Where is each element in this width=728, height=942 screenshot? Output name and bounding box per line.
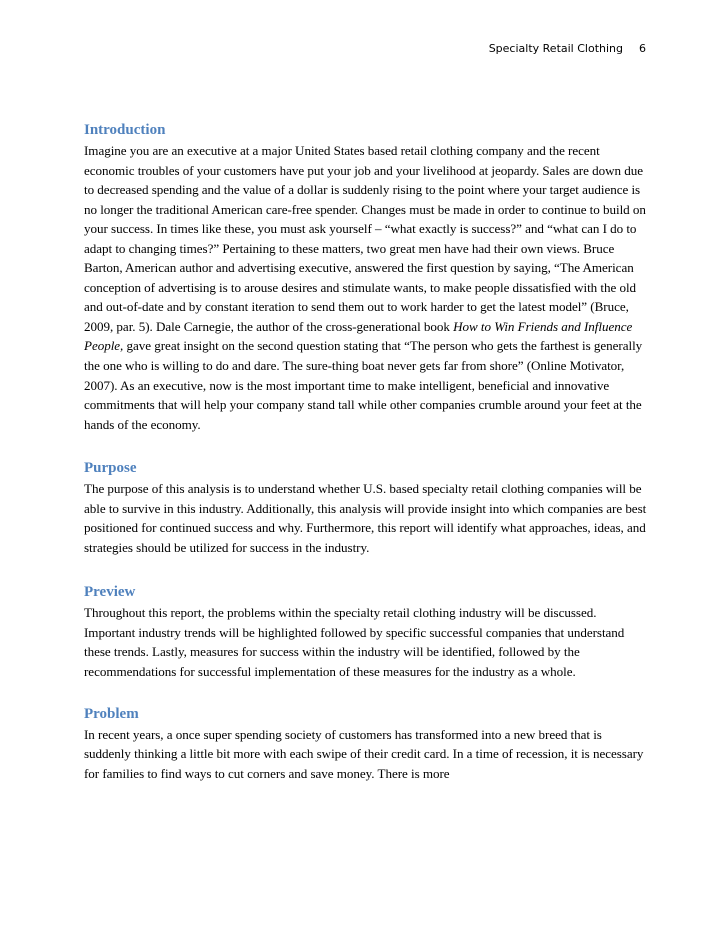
section-heading: Preview [84, 584, 136, 601]
italic-book-title: How to Win Friends and Influence People, [84, 318, 633, 354]
text-run: In recent years, a once super spending society of customers has transformed into a new breed that is suddenly thinking a little bit more with each swipe of their credit card. In a time of recession, it is necessary for families to find ways to cut corners and save money. There is more [84, 726, 644, 781]
text-run: The purpose of this analysis is to understand whether U.S. based specialty retail clothing companies will be able to survive in this industry. Additionally, this analysis will provide insight into which companies are best positioned for continued success and why. Furthermore, this report will identify what approaches, ideas, and strategies should be utilized for success in the industry. [84, 481, 647, 555]
section-heading: Introduction [84, 122, 166, 138]
section-paragraph [84, 725, 648, 784]
section-purpose [84, 457, 648, 557]
text-run: Throughout this report, the problems within the specialty retail clothing industry will be discussed. Important industry trends will be highlighted followed by specific successful companies that understand these trends. Lastly, measures for success within the industry will be identified, followed by the recommendations for successful implementation of these measures for the industry as a whole. [84, 605, 625, 680]
section-paragraph [84, 141, 648, 434]
page-number: 6 [639, 42, 646, 55]
section-paragraph [84, 479, 648, 557]
text-run: Imagine you are an executive at a major United States based retail clothing company and the recent economic troubles of your customers have put your job and your livelihood at jeopardy. Sales are down due to decreased spending and the value of a dollar is suddenly rising to the point where your target audience is no longer the traditional American care-free spender. Changes must be made in order to continue to build on your success. In times like these, you must ask yourself – “what exactly is success?” and “what can I do to adapt to changing times?” Pertaining to these matters, two great men have had their own views. Bruce Barton, American author and advertising executive, answered the first question by saying, “The American conception of advertising is to arouse desires and stimulate wants, to make people dissatisfied with the old and out-of-date and by constant iteration to send them out to work harder to get the latest model” (Bruce, 2009, par. 5). Dale Carnegie, the author of the cross-generational book [84, 143, 646, 334]
section-preview [84, 581, 648, 681]
running-title: Specialty Retail Clothing [488, 42, 623, 55]
text-run: gave great insight on the second question stating that “The person who gets the farthest is generally the one who is willing to do and dare. The sure-thing boat never gets far from shore” (Online Motivator, 2007). As an executive, now is the most important time to make intelligent, beneficial and innovative commitments that will help your company stand tall while other companies crumble around your feet at the hands of the economy. [84, 338, 643, 432]
document-body [84, 119, 648, 783]
section-heading: Purpose [84, 460, 137, 477]
running-header [489, 42, 646, 55]
section-heading: Problem [84, 705, 139, 722]
section-paragraph [84, 603, 648, 681]
section-introduction [84, 119, 648, 434]
section-problem [84, 703, 648, 784]
